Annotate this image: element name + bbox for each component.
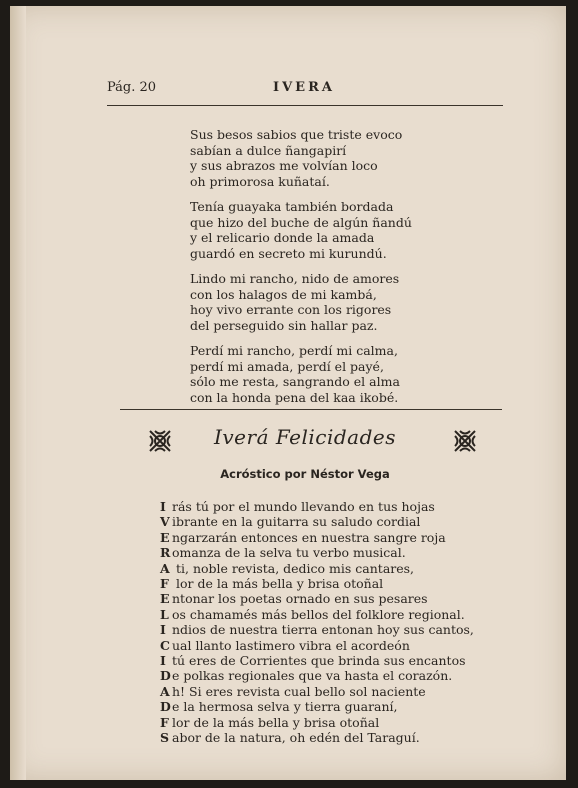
acrostic-line (160, 730, 480, 745)
poem-line: perdí mi amada, perdí el payé, (190, 358, 384, 374)
acrostic-initial: R (160, 545, 171, 561)
poem-line: que hizo del buche de algún ñandú (190, 214, 412, 230)
page-header (107, 80, 503, 102)
poem-line: sólo me resta, sangrando el alma (190, 374, 400, 389)
acrostic-initial: V (160, 514, 170, 530)
poem-line: del perseguido sin hallar paz. (190, 317, 378, 333)
section-title: Iverá Felicidades (213, 425, 396, 449)
acrostic-initial: C (160, 637, 170, 653)
cross-knot-ornament-icon (146, 427, 174, 455)
poem-line: guardó en secreto mi kurundú. (190, 245, 387, 261)
acrostic-text: ibrante en la guitarra su saludo cordial (172, 514, 421, 530)
poem-continuation (190, 127, 450, 415)
cross-knot-ornament-icon (451, 427, 479, 455)
acrostic-line (160, 561, 480, 576)
acrostic-text: h! Si eres revista cual bello sol naciente (172, 683, 426, 699)
acrostic-text: tú eres de Corrientes que brinda sus encantos (172, 653, 466, 669)
acrostic-line (160, 591, 480, 606)
acrostic-line (160, 514, 480, 529)
acrostic-text: ngarzarán entonces en nuestra sangre roja (172, 529, 446, 545)
poem-line: Lindo mi rancho, nido de amores (190, 271, 400, 286)
acrostic-line (160, 545, 480, 560)
acrostic-line (160, 607, 480, 622)
acrostic-initial: S (160, 730, 170, 746)
acrostic-initial: D (160, 699, 171, 715)
acrostic-text: omanza de la selva tu verbo musical. (172, 545, 406, 561)
acrostic-text: lor de la más bella y brisa otoñal (172, 714, 380, 730)
acrostic-line (160, 668, 480, 683)
acrostic-byline: Acróstico por Néstor Vega (220, 467, 390, 481)
acrostic-text: ndios de nuestra tierra entonan hoy sus cantos, (172, 622, 474, 638)
poem-line: Tenía guayaka también bordada (190, 199, 394, 214)
poem-line: sabían a dulce ñangapirí (190, 142, 347, 158)
acrostic-line (160, 699, 480, 714)
acrostic-line (160, 576, 480, 591)
acrostic-initial: L (160, 606, 169, 622)
acrostic-line (160, 499, 480, 514)
acrostic-initial: E (160, 529, 170, 545)
acrostic-line (160, 715, 480, 730)
poem-stanza (190, 127, 450, 189)
acrostic-initial: E (160, 591, 170, 607)
acrostic-text: abor de la natura, oh edén del Taraguí. (172, 730, 420, 746)
poem-line: con los halagos de mi kambá, (190, 286, 377, 302)
acrostic-initial: F (160, 576, 169, 592)
poem-line: Sus besos sabios que triste evoco (190, 127, 403, 142)
poem-line: con la honda pena del kaa ikobé. (190, 389, 399, 405)
acrostic-line (160, 530, 480, 545)
poem-line: oh primorosa kuñataí. (190, 173, 330, 189)
page-gutter (10, 6, 26, 780)
acrostic-text: ntonar los poetas ornado en sus pesares (172, 591, 428, 607)
acrostic-text: ti, noble revista, dedico mis cantares, (172, 560, 415, 576)
header-rule (107, 105, 503, 106)
acrostic-line (160, 684, 480, 699)
acrostic-text: ual llanto lastimero vibra el acordeón (172, 637, 410, 653)
acrostic-initial: I (160, 499, 166, 514)
acrostic-initial: A (160, 683, 170, 699)
acrostic-initial: I (160, 653, 166, 669)
acrostic-initial: A (160, 560, 170, 576)
poem-stanza (190, 343, 450, 405)
acrostic-text: e la hermosa selva y tierra guaraní, (172, 699, 398, 715)
acrostic-text: rás tú por el mundo llevando en tus hojas (172, 499, 435, 514)
acrostic-text: lor de la más bella y brisa otoñal (172, 576, 384, 592)
section-divider (120, 409, 502, 410)
acrostic-text: e polkas regionales que va hasta el corazón. (172, 668, 453, 684)
acrostic-initial: F (160, 714, 169, 730)
acrostic-line (160, 653, 480, 668)
poem-line: Perdí mi rancho, perdí mi calma, (190, 343, 398, 358)
poem-stanza (190, 271, 450, 333)
acrostic-initial: I (160, 622, 166, 638)
acrostic-text: os chamamés más bellos del folklore regional. (172, 606, 465, 622)
acrostic-initial: D (160, 668, 171, 684)
poem-line: hoy vivo errante con los rigores (190, 302, 392, 317)
poem-stanza (190, 199, 450, 261)
poem-line: y sus abrazos me volvían loco (190, 158, 378, 173)
page-number: Pág. 20 (107, 80, 157, 95)
acrostic-line (160, 638, 480, 653)
poem-line: y el relicario donde la amada (190, 230, 375, 245)
acrostic-line (160, 622, 480, 637)
acrostic-poem (160, 499, 480, 746)
journal-title: IVERA (273, 80, 335, 95)
